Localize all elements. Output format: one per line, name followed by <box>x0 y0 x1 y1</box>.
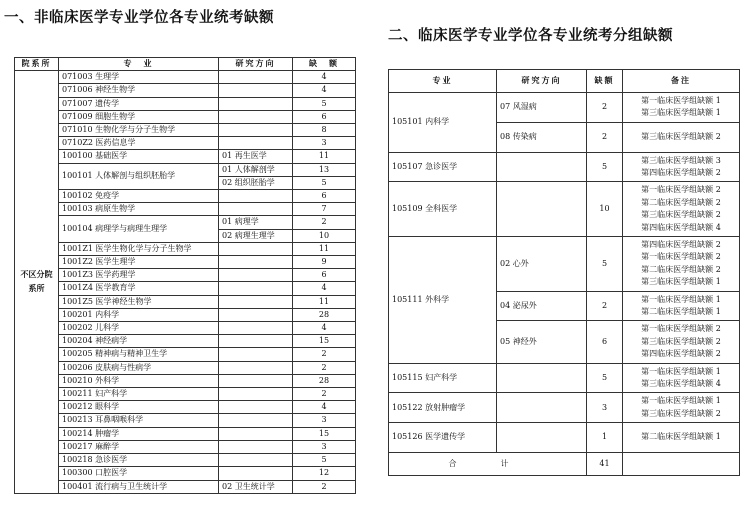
count-cell: 2 <box>293 361 356 374</box>
column-header: 研究方向 <box>497 70 587 93</box>
table-row <box>15 374 356 387</box>
major-cell: 100300 口腔医学 <box>59 467 219 480</box>
table-row <box>15 150 356 163</box>
direction-cell: 02 卫生统计学 <box>219 480 293 493</box>
note-line: 第一临床医学组缺额 1 <box>641 95 721 105</box>
table-row <box>389 393 740 423</box>
major-cell: 100213 耳鼻咽喉科学 <box>59 414 219 427</box>
major-cell: 100101 人体解剖与组织胚胎学 <box>59 163 219 189</box>
direction-cell <box>219 440 293 453</box>
major-cell: 100211 妇产科学 <box>59 388 219 401</box>
total-notes-empty <box>623 452 740 475</box>
column-header: 备注 <box>623 70 740 93</box>
column-header: 专 业 <box>59 58 219 71</box>
table-row <box>15 137 356 150</box>
note-line: 第三临床医学组缺额 4 <box>641 378 721 388</box>
table-row <box>15 71 356 84</box>
direction-cell <box>219 269 293 282</box>
major-cell: 105111 外科学 <box>389 236 497 363</box>
count-cell: 3 <box>293 414 356 427</box>
note-line: 第一临床医学组缺额 1 <box>641 366 721 376</box>
column-header: 缺 额 <box>293 58 356 71</box>
major-cell: 100206 皮肤病与性病学 <box>59 361 219 374</box>
direction-cell <box>497 423 587 453</box>
note-line: 第二临床医学组缺额 1 <box>641 432 721 442</box>
count-cell: 28 <box>293 308 356 321</box>
direction-cell: 02 组织胚胎学 <box>219 176 293 189</box>
table-row <box>389 363 740 393</box>
major-cell: 071006 神经生物学 <box>59 84 219 97</box>
major-cell: 100102 免疫学 <box>59 190 219 203</box>
non-clinical-table <box>14 57 356 494</box>
count-cell: 10 <box>293 229 356 242</box>
group-label-cell <box>15 71 59 494</box>
direction-cell <box>497 363 587 393</box>
count-cell: 8 <box>293 124 356 137</box>
table-row <box>15 256 356 269</box>
major-cell: 105101 内科学 <box>389 93 497 153</box>
note-line: 第一临床医学组缺额 2 <box>641 324 721 334</box>
direction-cell <box>219 427 293 440</box>
direction-cell <box>219 71 293 84</box>
note-line: 第三临床医学组缺额 2 <box>641 210 721 220</box>
count-cell: 4 <box>293 71 356 84</box>
direction-cell: 08 传染病 <box>497 122 587 152</box>
direction-cell <box>219 308 293 321</box>
note-line: 第三临床医学组缺额 1 <box>641 108 721 118</box>
count-cell: 11 <box>293 295 356 308</box>
direction-cell: 05 神经外 <box>497 321 587 363</box>
count-cell: 5 <box>293 454 356 467</box>
direction-cell <box>219 203 293 216</box>
major-cell: 105115 妇产科学 <box>389 363 497 393</box>
major-cell: 105126 医学遗传学 <box>389 423 497 453</box>
direction-cell <box>219 348 293 361</box>
count-cell: 7 <box>293 203 356 216</box>
count-cell: 5 <box>293 176 356 189</box>
major-cell: 071010 生物化学与分子生物学 <box>59 124 219 137</box>
note-line: 第四临床医学组缺额 4 <box>641 222 721 232</box>
table-row <box>15 348 356 361</box>
major-cell: 1001Z2 医学生理学 <box>59 256 219 269</box>
major-cell: 100205 精神病与精神卫生学 <box>59 348 219 361</box>
table-row <box>15 203 356 216</box>
direction-cell: 01 再生医学 <box>219 150 293 163</box>
total-value: 41 <box>587 452 623 475</box>
direction-cell <box>219 374 293 387</box>
table-header-row <box>389 70 740 93</box>
table-row <box>15 97 356 110</box>
direction-cell <box>497 152 587 182</box>
note-line: 第三临床医学组缺额 2 <box>641 408 721 418</box>
count-cell: 6 <box>293 110 356 123</box>
direction-cell <box>219 454 293 467</box>
table-row <box>389 93 740 123</box>
clinical-table <box>388 69 740 476</box>
table-row <box>15 308 356 321</box>
direction-cell: 07 风湿病 <box>497 93 587 123</box>
major-cell: 071009 细胞生物学 <box>59 110 219 123</box>
count-cell: 3 <box>587 393 623 423</box>
count-cell: 5 <box>587 363 623 393</box>
count-cell: 4 <box>293 84 356 97</box>
direction-cell <box>219 84 293 97</box>
direction-cell <box>497 182 587 237</box>
note-line: 第二临床医学组缺额 1 <box>641 306 721 316</box>
direction-cell <box>219 124 293 137</box>
table-row <box>15 269 356 282</box>
direction-cell <box>219 414 293 427</box>
table-row <box>15 110 356 123</box>
right-section-title: 二、临床医学专业学位各专业统考分组缺额 <box>388 28 673 44</box>
table-row <box>15 454 356 467</box>
table-row <box>15 295 356 308</box>
count-cell: 3 <box>293 440 356 453</box>
total-label: 合 计 <box>389 452 587 475</box>
note-line: 第一临床医学组缺额 2 <box>641 252 721 262</box>
count-cell: 4 <box>293 401 356 414</box>
direction-cell <box>497 393 587 423</box>
note-line: 第四临床医学组缺额 2 <box>641 239 721 249</box>
major-cell: 105109 全科医学 <box>389 182 497 237</box>
count-cell: 5 <box>587 152 623 182</box>
major-cell: 100218 急诊医学 <box>59 454 219 467</box>
group-label-line: 不区分院 <box>20 269 53 279</box>
notes-cell <box>623 152 740 182</box>
note-line: 第四临床医学组缺额 2 <box>641 167 721 177</box>
major-cell: 0710Z2 医药信息学 <box>59 137 219 150</box>
table-row <box>15 84 356 97</box>
column-header: 研究方向 <box>219 58 293 71</box>
count-cell: 11 <box>293 150 356 163</box>
direction-cell <box>219 256 293 269</box>
count-cell: 11 <box>293 242 356 255</box>
table-row <box>15 467 356 480</box>
table-row <box>15 361 356 374</box>
count-cell: 2 <box>587 93 623 123</box>
major-cell: 100202 儿科学 <box>59 322 219 335</box>
table-row <box>15 322 356 335</box>
direction-cell <box>219 401 293 414</box>
major-cell: 1001Z4 医学教育学 <box>59 282 219 295</box>
count-cell: 3 <box>293 137 356 150</box>
count-cell: 1 <box>587 423 623 453</box>
count-cell: 10 <box>587 182 623 237</box>
direction-cell <box>219 322 293 335</box>
major-cell: 100204 神经病学 <box>59 335 219 348</box>
major-cell: 100103 病原生物学 <box>59 203 219 216</box>
column-header: 缺额 <box>587 70 623 93</box>
count-cell: 15 <box>293 427 356 440</box>
count-cell: 4 <box>293 282 356 295</box>
table-row <box>389 152 740 182</box>
count-cell: 15 <box>293 335 356 348</box>
notes-cell <box>623 93 740 123</box>
direction-cell: 04 泌尿外 <box>497 291 587 321</box>
major-cell: 105107 急诊医学 <box>389 152 497 182</box>
major-cell: 100214 肿瘤学 <box>59 427 219 440</box>
note-line: 第三临床医学组缺额 3 <box>641 155 721 165</box>
major-cell: 105122 放射肿瘤学 <box>389 393 497 423</box>
note-line: 第一临床医学组缺额 1 <box>641 396 721 406</box>
note-line: 第三临床医学组缺额 2 <box>641 336 721 346</box>
column-header: 院系所 <box>15 58 59 71</box>
count-cell: 2 <box>293 480 356 493</box>
table-row <box>15 480 356 493</box>
major-cell: 071003 生理学 <box>59 71 219 84</box>
count-cell: 2 <box>587 122 623 152</box>
count-cell: 9 <box>293 256 356 269</box>
major-cell: 100401 流行病与卫生统计学 <box>59 480 219 493</box>
direction-cell <box>219 242 293 255</box>
count-cell: 5 <box>293 97 356 110</box>
table-row <box>15 124 356 137</box>
table-header-row <box>15 58 356 71</box>
direction-cell <box>219 361 293 374</box>
note-line: 第二临床医学组缺额 2 <box>641 264 721 274</box>
table-row <box>15 427 356 440</box>
direction-cell: 01 人体解剖学 <box>219 163 293 176</box>
direction-cell: 02 病理生理学 <box>219 229 293 242</box>
column-header: 专业 <box>389 70 497 93</box>
table-row <box>15 335 356 348</box>
major-cell: 100212 眼科学 <box>59 401 219 414</box>
notes-cell <box>623 363 740 393</box>
note-line: 第三临床医学组缺额 2 <box>641 131 721 141</box>
note-line: 第三临床医学组缺额 1 <box>641 277 721 287</box>
count-cell: 2 <box>293 348 356 361</box>
count-cell: 5 <box>587 236 623 291</box>
count-cell: 12 <box>293 467 356 480</box>
note-line: 第一临床医学组缺额 1 <box>641 294 721 304</box>
notes-cell <box>623 122 740 152</box>
count-cell: 4 <box>293 322 356 335</box>
left-section-title: 一、非临床医学专业学位各专业统考缺额 <box>4 10 274 26</box>
table-row <box>15 440 356 453</box>
count-cell: 2 <box>587 291 623 321</box>
count-cell: 6 <box>587 321 623 363</box>
major-cell: 1001Z3 医学药理学 <box>59 269 219 282</box>
count-cell: 13 <box>293 163 356 176</box>
count-cell: 2 <box>293 388 356 401</box>
direction-cell <box>219 295 293 308</box>
direction-cell: 01 病理学 <box>219 216 293 229</box>
table-row <box>389 423 740 453</box>
note-line: 第四临床医学组缺额 2 <box>641 349 721 359</box>
count-cell: 6 <box>293 190 356 203</box>
notes-cell <box>623 393 740 423</box>
total-row <box>389 452 740 475</box>
count-cell: 6 <box>293 269 356 282</box>
notes-cell <box>623 291 740 321</box>
table-row <box>15 401 356 414</box>
major-cell: 100201 内科学 <box>59 308 219 321</box>
major-cell: 100104 病理学与病理生理学 <box>59 216 219 242</box>
notes-cell <box>623 423 740 453</box>
table-row <box>15 282 356 295</box>
direction-cell <box>219 110 293 123</box>
direction-cell <box>219 97 293 110</box>
table-row <box>15 190 356 203</box>
count-cell: 28 <box>293 374 356 387</box>
direction-cell <box>219 335 293 348</box>
major-cell: 100210 外科学 <box>59 374 219 387</box>
direction-cell: 02 心外 <box>497 236 587 291</box>
count-cell: 2 <box>293 216 356 229</box>
group-label-line: 系所 <box>28 283 45 293</box>
major-cell: 1001Z1 医学生物化学与分子生物学 <box>59 242 219 255</box>
major-cell: 1001Z5 医学神经生物学 <box>59 295 219 308</box>
table-row <box>15 216 356 229</box>
notes-cell <box>623 182 740 237</box>
direction-cell <box>219 190 293 203</box>
major-cell: 071007 遗传学 <box>59 97 219 110</box>
table-row <box>389 182 740 237</box>
table-row <box>389 236 740 291</box>
table-row <box>15 163 356 176</box>
table-row <box>15 388 356 401</box>
direction-cell <box>219 388 293 401</box>
table-row <box>15 414 356 427</box>
note-line: 第二临床医学组缺额 2 <box>641 197 721 207</box>
direction-cell <box>219 282 293 295</box>
direction-cell <box>219 467 293 480</box>
notes-cell <box>623 321 740 363</box>
note-line: 第一临床医学组缺额 2 <box>641 185 721 195</box>
major-cell: 100100 基础医学 <box>59 150 219 163</box>
table-row <box>15 242 356 255</box>
direction-cell <box>219 137 293 150</box>
major-cell: 100217 麻醉学 <box>59 440 219 453</box>
notes-cell <box>623 236 740 291</box>
